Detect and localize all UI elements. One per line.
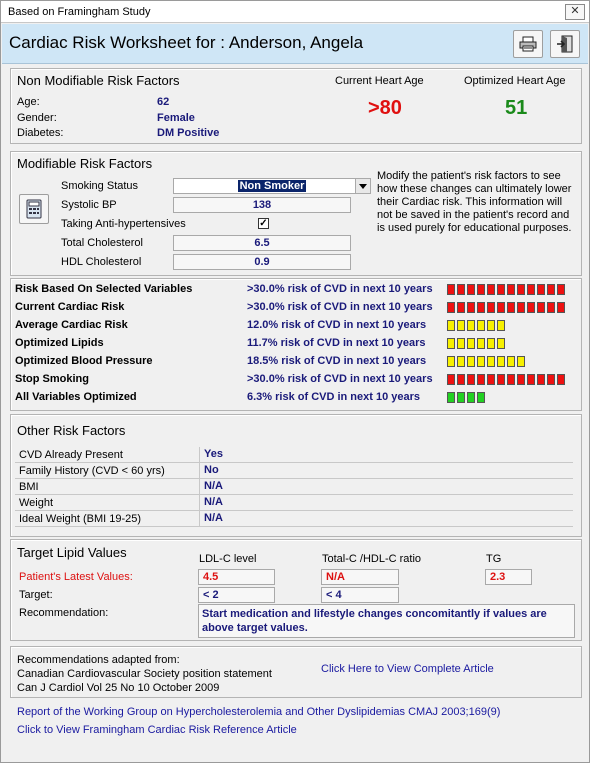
risk-row-label: Optimized Blood Pressure bbox=[15, 355, 153, 367]
ldl-column-header: LDL-C level bbox=[199, 553, 257, 565]
risk-bar-segment bbox=[457, 320, 465, 331]
risk-bar-segment bbox=[557, 284, 565, 295]
risk-bar-segment bbox=[497, 320, 505, 331]
risk-bar-segment bbox=[517, 302, 525, 313]
risk-bar-segment bbox=[477, 320, 485, 331]
current-heart-age-value: >80 bbox=[368, 97, 402, 119]
other-risk-label: Weight bbox=[19, 497, 54, 509]
risk-bar-segment bbox=[447, 356, 455, 367]
risk-bar-meter bbox=[447, 392, 485, 403]
risk-bar-segment bbox=[487, 302, 495, 313]
target-lipid-section bbox=[10, 539, 582, 641]
window-title: Based on Framingham Study bbox=[8, 5, 151, 18]
risk-row-label: All Variables Optimized bbox=[15, 391, 137, 403]
systolic-bp-field[interactable]: 138 bbox=[173, 197, 351, 213]
risk-bar-segment bbox=[457, 392, 465, 403]
latest-ldl-value: 4.5 bbox=[198, 569, 275, 585]
modifiable-note: Modify the patient's risk factors to see how these changes can ultimately lower their Cardiac risk. This information will not be saved in the patient's record and is used purely for educational purposes. bbox=[377, 170, 572, 234]
target-lipid-title: Target Lipid Values bbox=[17, 545, 127, 560]
systolic-bp-label: Systolic BP bbox=[61, 199, 117, 211]
risk-bar-segment bbox=[457, 284, 465, 295]
latest-ratio-value: N/A bbox=[321, 569, 399, 585]
other-risk-row bbox=[15, 495, 573, 511]
risk-row-value: >30.0% risk of CVD in next 10 years bbox=[247, 283, 433, 295]
risk-bar-segment bbox=[467, 392, 475, 403]
risk-bar-segment bbox=[467, 284, 475, 295]
risk-bar-segment bbox=[477, 374, 485, 385]
exit-button[interactable] bbox=[550, 30, 580, 58]
risk-bar-segment bbox=[507, 302, 515, 313]
risk-bar-segment bbox=[487, 374, 495, 385]
risk-bar-segment bbox=[457, 374, 465, 385]
modifiable-section bbox=[10, 151, 582, 276]
risk-row-value: >30.0% risk of CVD in next 10 years bbox=[247, 373, 433, 385]
worksheet-header bbox=[2, 24, 588, 64]
view-complete-article-link[interactable]: Click Here to View Complete Article bbox=[321, 663, 494, 675]
other-risk-label: BMI bbox=[19, 481, 39, 493]
non-modifiable-section bbox=[10, 68, 582, 144]
risk-bar-segment bbox=[447, 284, 455, 295]
latest-tg-value: 2.3 bbox=[485, 569, 532, 585]
risk-results-section bbox=[10, 278, 582, 411]
risk-bar-segment bbox=[457, 338, 465, 349]
window-close-button[interactable] bbox=[565, 4, 585, 20]
adapted-from-line1: Recommendations adapted from: bbox=[17, 654, 180, 666]
antihypertensives-checkbox[interactable]: ✓ bbox=[259, 218, 268, 229]
risk-bar-segment bbox=[497, 374, 505, 385]
risk-bar-segment bbox=[537, 284, 545, 295]
optimized-heart-age-label: Optimized Heart Age bbox=[464, 75, 566, 87]
risk-bar-segment bbox=[487, 338, 495, 349]
smoking-status-selected: Non Smoker bbox=[239, 180, 305, 192]
risk-bar-segment bbox=[517, 356, 525, 367]
risk-bar-segment bbox=[487, 320, 495, 331]
print-button[interactable] bbox=[513, 30, 543, 58]
target-ldl-value: < 2 bbox=[198, 587, 275, 603]
risk-bar-segment bbox=[527, 302, 535, 313]
risk-row-label: Average Cardiac Risk bbox=[15, 319, 128, 331]
risk-row-label: Risk Based On Selected Variables bbox=[15, 283, 193, 295]
recommendation-label: Recommendation: bbox=[19, 607, 109, 619]
risk-bar-segment bbox=[467, 374, 475, 385]
dropdown-button[interactable] bbox=[355, 179, 370, 193]
risk-bar-segment bbox=[467, 302, 475, 313]
other-risk-row bbox=[15, 511, 573, 527]
other-risk-label: CVD Already Present bbox=[19, 449, 123, 461]
printer-icon bbox=[519, 36, 537, 52]
adapted-from-line3: Can J Cardiol Vol 25 No 10 October 2009 bbox=[17, 682, 220, 694]
smoking-status-label: Smoking Status bbox=[61, 180, 139, 192]
diabetes-label: Diabetes: bbox=[17, 127, 64, 139]
risk-bar-segment bbox=[447, 392, 455, 403]
risk-bar-segment bbox=[477, 302, 485, 313]
non-modifiable-title: Non Modifiable Risk Factors bbox=[17, 73, 180, 88]
risk-bar-segment bbox=[447, 302, 455, 313]
target-label: Target: bbox=[19, 589, 53, 601]
calculate-button[interactable] bbox=[19, 194, 49, 224]
ratio-column-header: Total-C /HDL-C ratio bbox=[322, 553, 422, 565]
risk-bar-segment bbox=[557, 374, 565, 385]
close-icon: ✕ bbox=[570, 4, 580, 17]
risk-row-value: 11.7% risk of CVD in next 10 years bbox=[247, 337, 426, 349]
risk-bar-meter bbox=[447, 338, 505, 349]
latest-values-label: Patient's Latest Values: bbox=[19, 571, 133, 583]
total-cholesterol-label: Total Cholesterol bbox=[61, 237, 143, 249]
risk-bar-segment bbox=[467, 320, 475, 331]
modifiable-title: Modifiable Risk Factors bbox=[17, 156, 153, 171]
risk-row-value: >30.0% risk of CVD in next 10 years bbox=[247, 301, 433, 313]
risk-bar-segment bbox=[497, 338, 505, 349]
risk-row-label: Stop Smoking bbox=[15, 373, 89, 385]
diabetes-value: DM Positive bbox=[157, 127, 220, 139]
risk-row-label: Current Cardiac Risk bbox=[15, 301, 125, 313]
smoking-status-select[interactable] bbox=[173, 178, 371, 194]
tg-column-header: TG bbox=[486, 553, 502, 565]
risk-bar-segment bbox=[507, 284, 515, 295]
risk-bar-segment bbox=[557, 302, 565, 313]
risk-bar-segment bbox=[527, 374, 535, 385]
risk-bar-segment bbox=[447, 374, 455, 385]
risk-bar-meter bbox=[447, 374, 565, 385]
risk-bar-segment bbox=[447, 320, 455, 331]
risk-bar-segment bbox=[517, 374, 525, 385]
gender-label: Gender: bbox=[17, 112, 57, 124]
other-risk-section bbox=[10, 414, 582, 537]
other-risk-value: N/A bbox=[199, 511, 573, 527]
antihypertensives-label: Taking Anti-hypertensives bbox=[61, 218, 186, 230]
other-risk-value: N/A bbox=[199, 479, 573, 495]
risk-bar-segment bbox=[467, 356, 475, 367]
framingham-reference-link[interactable]: Click to View Framingham Cardiac Risk Reference Article bbox=[17, 724, 297, 736]
risk-bar-segment bbox=[457, 302, 465, 313]
age-label: Age: bbox=[17, 96, 40, 108]
risk-bar-meter bbox=[447, 284, 565, 295]
risk-bar-segment bbox=[477, 338, 485, 349]
risk-bar-segment bbox=[487, 284, 495, 295]
exit-door-icon bbox=[556, 35, 574, 53]
risk-bar-segment bbox=[487, 356, 495, 367]
working-group-report-link[interactable]: Report of the Working Group on Hypercholesterolemia and Other Dyslipidemias CMAJ 2003;169(9) bbox=[17, 706, 501, 718]
current-heart-age-label: Current Heart Age bbox=[335, 75, 424, 87]
risk-bar-segment bbox=[497, 356, 505, 367]
risk-bar-segment bbox=[507, 374, 515, 385]
hdl-cholesterol-field[interactable]: 0.9 bbox=[173, 254, 351, 270]
risk-bar-meter bbox=[447, 302, 565, 313]
risk-bar-segment bbox=[497, 302, 505, 313]
chevron-down-icon bbox=[359, 184, 367, 189]
calculator-icon bbox=[26, 199, 42, 219]
window-titlebar bbox=[1, 1, 589, 23]
risk-bar-segment bbox=[497, 284, 505, 295]
risk-bar-segment bbox=[477, 356, 485, 367]
risk-bar-segment bbox=[527, 284, 535, 295]
risk-bar-meter bbox=[447, 320, 505, 331]
gender-value: Female bbox=[157, 112, 195, 124]
risk-bar-segment bbox=[457, 356, 465, 367]
risk-row-value: 6.3% risk of CVD in next 10 years bbox=[247, 391, 421, 403]
risk-bar-segment bbox=[547, 284, 555, 295]
risk-bar-segment bbox=[537, 374, 545, 385]
references-section bbox=[10, 646, 582, 698]
other-risk-row bbox=[15, 463, 573, 479]
risk-bar-segment bbox=[507, 356, 515, 367]
risk-bar-segment bbox=[467, 338, 475, 349]
page-title: Cardiac Risk Worksheet for : Anderson, Angela bbox=[9, 33, 364, 52]
risk-row-value: 12.0% risk of CVD in next 10 years bbox=[247, 319, 427, 331]
other-risk-row bbox=[15, 479, 573, 495]
risk-bar-segment bbox=[517, 284, 525, 295]
other-risk-row bbox=[15, 447, 573, 463]
hdl-cholesterol-label: HDL Cholesterol bbox=[61, 256, 142, 268]
risk-bar-segment bbox=[477, 284, 485, 295]
risk-row-value: 18.5% risk of CVD in next 10 years bbox=[247, 355, 427, 367]
recommendation-text: Start medication and lifestyle changes concomitantly if values are above target values. bbox=[198, 604, 575, 638]
risk-row-label: Optimized Lipids bbox=[15, 337, 104, 349]
risk-bar-segment bbox=[537, 302, 545, 313]
total-cholesterol-field[interactable]: 6.5 bbox=[173, 235, 351, 251]
other-risk-title: Other Risk Factors bbox=[17, 423, 126, 438]
risk-bar-segment bbox=[477, 392, 485, 403]
risk-bar-meter bbox=[447, 356, 525, 367]
other-risk-value: Yes bbox=[199, 447, 573, 463]
other-risk-label: Ideal Weight (BMI 19-25) bbox=[19, 513, 142, 525]
adapted-from-line2: Canadian Cardiovascular Society position statement bbox=[17, 668, 272, 680]
other-risk-value: No bbox=[199, 463, 573, 479]
other-risk-value: N/A bbox=[199, 495, 573, 511]
other-risk-label: Family History (CVD < 60 yrs) bbox=[19, 465, 165, 477]
age-value: 62 bbox=[157, 96, 170, 108]
target-ratio-value: < 4 bbox=[321, 587, 399, 603]
risk-bar-segment bbox=[447, 338, 455, 349]
risk-bar-segment bbox=[547, 302, 555, 313]
optimized-heart-age-value: 51 bbox=[505, 97, 528, 119]
risk-bar-segment bbox=[547, 374, 555, 385]
